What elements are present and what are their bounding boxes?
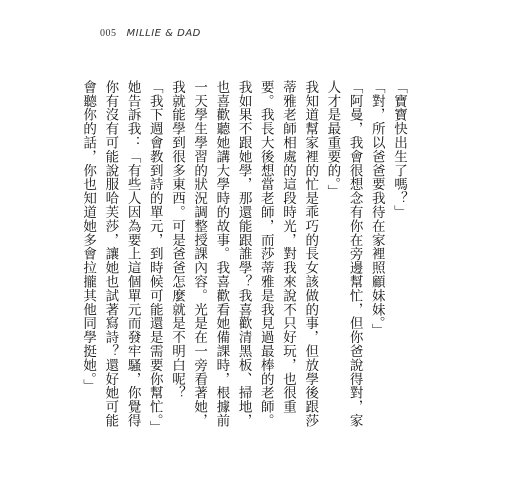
paragraph-4: 我知道幫家裡的忙是乖巧的長女該做的事，但放學後跟莎蒂雅老師相處的這段時光，對我來說不只好玩，也很重要。我長大後想當老師，而莎蒂雅是我見過最棒的老師。我如果不跟她學，那還能跟誰學？我喜歡清黑板、掃地，也喜歡聽她講大學時的故事。我喜歡看她備課時，根據前一天學生學習的狀況調整授課內容。光是在一旁看著她，我就能學到很多東西。可是爸爸怎麼就是不明白呢？ xyxy=(168,80,319,428)
paragraph-2: 「對，所以爸爸要我待在家裡照顧妹妹。」 xyxy=(368,80,385,338)
paragraph-5: 「我下週會教到詩的單元，到時候可能還是需要你幫忙。」她告訴我：「有些人因為要上這個單元而發牢騷，你覺得你有沒有可能說服哈芙莎，讓她也試著寫詩？還好她可能會聽你的話，你也知道她多會拉攏其他同學挺她。」 xyxy=(80,80,163,435)
page-number: 005 xyxy=(100,28,117,39)
paragraph-3: 「阿曼，我會很想念有你在旁邊幫忙，但你爸說得對，家人才是最重要的。」 xyxy=(324,80,363,428)
running-title: MILLIE & DAD xyxy=(126,28,201,39)
vertical-text-body xyxy=(77,80,410,435)
paragraph-1: 「寶寶快出生了嗎？」 xyxy=(391,80,407,219)
page-header xyxy=(100,28,201,39)
